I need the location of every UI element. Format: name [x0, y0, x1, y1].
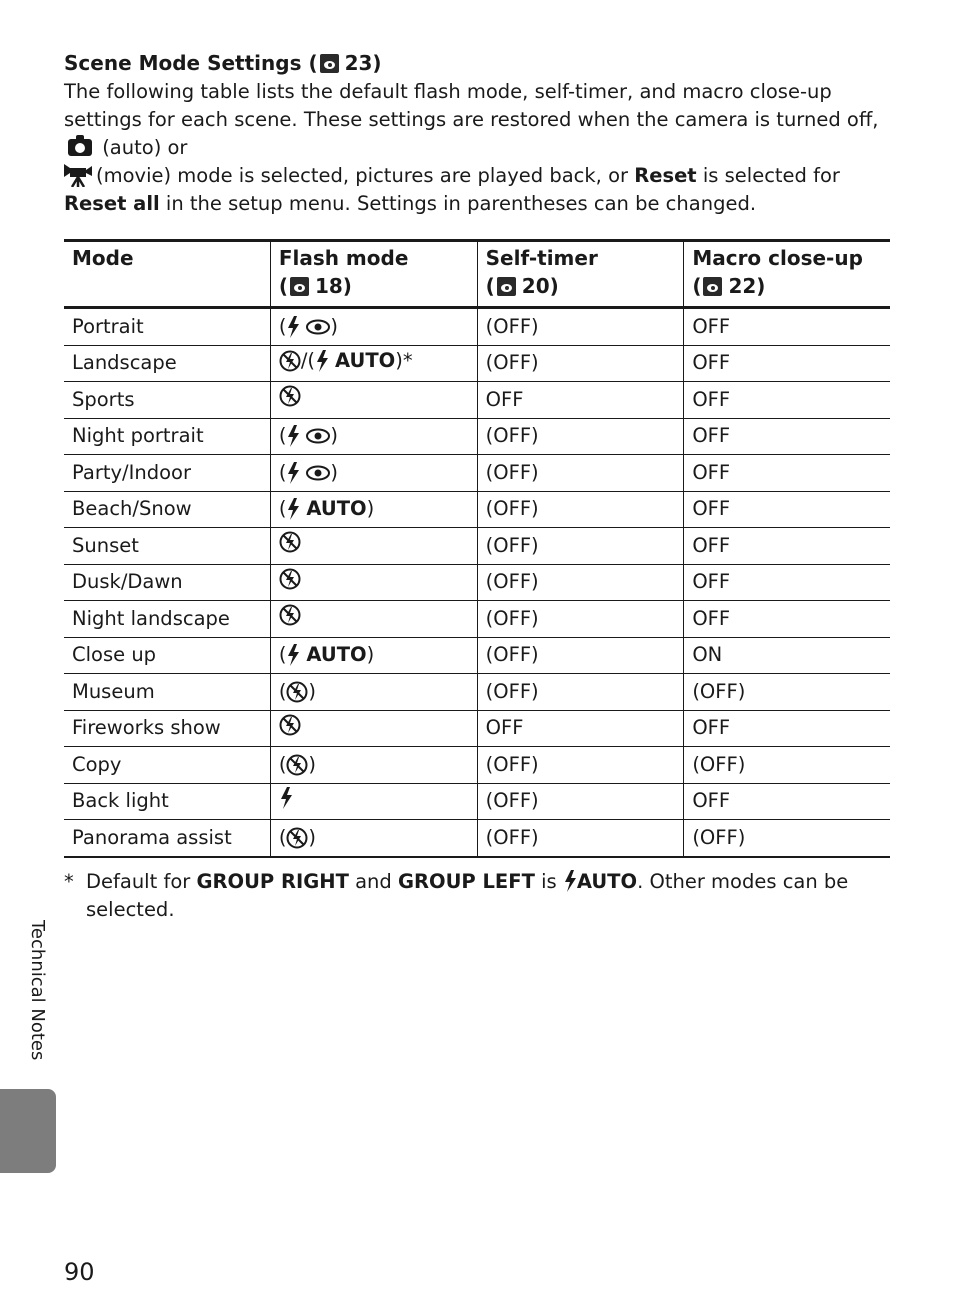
header-macro-label: Macro close-up: [692, 246, 863, 270]
flash-setting: ( AUTO ): [278, 643, 375, 667]
macro-value: OFF: [692, 314, 731, 338]
cell-timer: [477, 710, 684, 747]
red-eye-icon: [306, 428, 330, 444]
table-row: [64, 418, 890, 455]
footnote-marker: *: [64, 869, 74, 893]
timer-value: (OFF): [485, 460, 539, 484]
flash-setting: ( AUTO ): [278, 497, 375, 521]
section-title-ref: 23): [344, 51, 382, 75]
cell-flash: [270, 783, 477, 820]
flash-setting: [279, 714, 301, 736]
cell-flash: [270, 345, 477, 382]
flash-setting: ( ): [278, 314, 339, 338]
section-heading: [64, 48, 890, 78]
cell-timer: [477, 564, 684, 601]
mode-label: Night portrait: [72, 424, 204, 448]
cell-timer: [477, 528, 684, 565]
table-row: [64, 382, 890, 419]
header-macro-ref: 22): [728, 274, 766, 298]
flash-off-icon: [279, 604, 301, 626]
cell-mode: [64, 820, 270, 857]
flash-bolt-icon: [286, 644, 300, 666]
scene-mode-table: [64, 239, 890, 858]
table-row: [64, 308, 890, 346]
cell-macro: [684, 528, 890, 565]
cell-mode: [64, 528, 270, 565]
cell-timer: [477, 455, 684, 492]
header-flash: Flash mode ( 18): [270, 241, 477, 308]
macro-value: (OFF): [692, 752, 746, 776]
section-side-label: [8, 920, 68, 1080]
cell-macro: [684, 491, 890, 528]
cell-flash: [270, 747, 477, 784]
cell-timer: [477, 491, 684, 528]
macro-value: OFF: [692, 570, 731, 594]
section-title: Scene Mode Settings (: [64, 51, 318, 75]
footnote-bold-group-right: GROUP RIGHT: [196, 869, 349, 893]
table-row: [64, 601, 890, 638]
table-row: [64, 564, 890, 601]
flash-off-icon: [286, 681, 308, 703]
flash-setting: ( ): [278, 752, 317, 776]
flash-setting: [279, 787, 293, 809]
header-flash-label: Flash mode: [278, 246, 409, 270]
table-row: [64, 455, 890, 492]
footnote: [64, 868, 890, 924]
intro-text-5: in the setup menu. Settings in parentheses can be changed.: [165, 192, 757, 215]
footnote-text-2: and: [355, 869, 392, 893]
cell-timer: [477, 308, 684, 346]
cell-macro: [684, 455, 890, 492]
flash-setting: ( ): [278, 424, 339, 448]
mode-label: Copy: [72, 752, 122, 776]
intro-bold-reset: Reset: [634, 164, 697, 187]
table-row: [64, 637, 890, 674]
cell-flash: [270, 564, 477, 601]
cell-flash: [270, 308, 477, 346]
footnote-bold-auto: AUTO: [576, 869, 638, 893]
cell-flash: [270, 382, 477, 419]
flash-setting: ( ): [278, 460, 339, 484]
intro-bold-reset-all: Reset all: [64, 192, 160, 215]
cell-flash: [270, 491, 477, 528]
cell-macro: [684, 637, 890, 674]
table-row: [64, 783, 890, 820]
flash-off-icon: [279, 568, 301, 590]
mode-label: Fireworks show: [72, 716, 221, 740]
cell-timer: [477, 820, 684, 857]
cell-flash: [270, 455, 477, 492]
cell-timer: [477, 601, 684, 638]
cell-timer: [477, 418, 684, 455]
timer-value: (OFF): [485, 424, 539, 448]
cell-macro: [684, 382, 890, 419]
timer-value: (OFF): [485, 606, 539, 630]
macro-value: OFF: [692, 424, 731, 448]
header-macro: Macro close-up ( 22): [684, 241, 890, 308]
flash-off-icon: [279, 531, 301, 553]
macro-value: OFF: [692, 497, 731, 521]
flash-auto-label: AUTO: [306, 643, 367, 667]
timer-value: (OFF): [485, 570, 539, 594]
header-timer: Self-timer ( 20): [477, 241, 684, 308]
header-flash-ref: 18): [314, 274, 352, 298]
page-content: [64, 48, 890, 924]
cell-timer: [477, 783, 684, 820]
flash-off-icon: [286, 754, 308, 776]
table-row: [64, 674, 890, 711]
cell-flash: [270, 528, 477, 565]
intro-text-2: (auto) or: [102, 136, 188, 159]
flash-bolt-icon: [286, 498, 300, 520]
red-eye-icon: [306, 319, 330, 335]
cell-macro: [684, 418, 890, 455]
cell-mode: [64, 491, 270, 528]
cell-mode: [64, 637, 270, 674]
header-mode-label: Mode: [72, 246, 134, 270]
side-label-text: Technical Notes: [27, 920, 48, 1061]
intro-paragraph: [64, 78, 890, 218]
cell-timer: [477, 637, 684, 674]
cell-mode: [64, 418, 270, 455]
macro-value: OFF: [692, 533, 731, 557]
mode-label: Sports: [72, 387, 135, 411]
flash-bolt-icon: [286, 462, 300, 484]
mode-label: Panorama assist: [72, 825, 232, 849]
table-row: [64, 491, 890, 528]
flash-bolt-icon: [286, 425, 300, 447]
timer-value: (OFF): [485, 497, 539, 521]
flash-bolt-icon: [286, 316, 300, 338]
cell-flash: [270, 637, 477, 674]
page-reference-icon: [290, 277, 309, 296]
timer-value: (OFF): [485, 643, 539, 667]
table-row: [64, 820, 890, 857]
cell-timer: [477, 674, 684, 711]
mode-label: Back light: [72, 789, 169, 813]
macro-value: ON: [692, 643, 723, 667]
footnote-text-4: . Other modes can be selected.: [86, 869, 849, 921]
macro-value: OFF: [692, 460, 731, 484]
flash-bolt-icon: [315, 350, 329, 372]
cell-mode: [64, 382, 270, 419]
table-row: [64, 345, 890, 382]
cell-macro: [684, 345, 890, 382]
cell-mode: [64, 710, 270, 747]
footnote-text-1: Default for: [86, 869, 191, 893]
flash-bolt-icon: [279, 787, 293, 809]
cell-flash: [270, 418, 477, 455]
mode-label: Party/Indoor: [72, 460, 191, 484]
mode-label: Museum: [72, 679, 155, 703]
cell-timer: [477, 747, 684, 784]
page-reference-icon: [703, 277, 722, 296]
timer-value: (OFF): [485, 752, 539, 776]
flash-auto-label: AUTO: [335, 348, 396, 372]
page-reference-icon: [320, 54, 339, 73]
cell-macro: [684, 747, 890, 784]
mode-label: Sunset: [72, 533, 139, 557]
mode-label: Close up: [72, 643, 157, 667]
flash-setting: [279, 385, 301, 407]
cell-macro: [684, 820, 890, 857]
cell-mode: [64, 601, 270, 638]
page-number: 90: [64, 1258, 95, 1286]
flash-bolt-icon: [563, 870, 577, 892]
cell-mode: [64, 564, 270, 601]
flash-setting: [279, 604, 301, 626]
intro-text-4: is selected for: [702, 164, 840, 187]
camera-icon: [68, 139, 92, 156]
macro-value: OFF: [692, 387, 731, 411]
timer-value: OFF: [485, 716, 524, 740]
cell-macro: [684, 564, 890, 601]
flash-setting: [279, 531, 301, 553]
flash-setting: /( AUTO )*: [279, 348, 413, 374]
cell-flash: [270, 601, 477, 638]
macro-value: OFF: [692, 716, 731, 740]
timer-value: OFF: [485, 387, 524, 411]
timer-value: (OFF): [485, 314, 539, 338]
cell-mode: [64, 308, 270, 346]
cell-timer: [477, 345, 684, 382]
red-eye-icon: [306, 465, 330, 481]
cell-mode: [64, 783, 270, 820]
cell-mode: [64, 674, 270, 711]
page-reference-icon: [497, 277, 516, 296]
timer-value: (OFF): [485, 533, 539, 557]
mode-label: Beach/Snow: [72, 497, 192, 521]
cell-flash: [270, 710, 477, 747]
macro-value: (OFF): [692, 679, 746, 703]
cell-flash: [270, 674, 477, 711]
cell-mode: [64, 455, 270, 492]
header-timer-label: Self-timer: [485, 246, 598, 270]
flash-off-icon: [279, 714, 301, 736]
mode-label: Landscape: [72, 351, 177, 375]
cell-macro: [684, 601, 890, 638]
flash-auto-label: AUTO: [306, 497, 367, 521]
flash-setting: ( ): [278, 679, 317, 703]
timer-value: (OFF): [485, 825, 539, 849]
flash-off-icon: [279, 350, 301, 372]
intro-text-3: (movie) mode is selected, pictures are played back, or: [96, 164, 629, 187]
timer-value: (OFF): [485, 789, 539, 813]
macro-value: OFF: [692, 789, 731, 813]
footnote-text-3: is: [541, 869, 557, 893]
movie-icon: [64, 163, 92, 187]
landscape-suffix: )*: [395, 348, 413, 372]
cell-macro: [684, 783, 890, 820]
flash-setting: [279, 568, 301, 590]
mode-label: Dusk/Dawn: [72, 570, 183, 594]
flash-off-icon: [286, 827, 308, 849]
macro-value: (OFF): [692, 825, 746, 849]
flash-setting: ( ): [278, 825, 317, 849]
cell-mode: [64, 345, 270, 382]
timer-value: (OFF): [485, 679, 539, 703]
table-row: [64, 747, 890, 784]
cell-mode: [64, 747, 270, 784]
mode-label: Night landscape: [72, 606, 230, 630]
cell-macro: [684, 710, 890, 747]
table-row: [64, 710, 890, 747]
header-mode: [64, 241, 270, 308]
section-tab: [0, 1089, 56, 1173]
intro-text-1: The following table lists the default flash mode, self-timer, and macro close-up settings for each scene. These settings are restored when the camera is turned off,: [64, 80, 879, 131]
cell-flash: [270, 820, 477, 857]
cell-macro: [684, 308, 890, 346]
macro-value: OFF: [692, 606, 731, 630]
table-row: [64, 528, 890, 565]
footnote-text: [86, 868, 890, 924]
flash-off-icon: [279, 385, 301, 407]
mode-label: Portrait: [72, 314, 144, 338]
table-header-row: [64, 241, 890, 308]
cell-timer: [477, 382, 684, 419]
header-timer-ref: 20): [521, 274, 559, 298]
timer-value: (OFF): [485, 351, 539, 375]
table-body: [64, 308, 890, 857]
cell-macro: [684, 674, 890, 711]
macro-value: OFF: [692, 351, 731, 375]
footnote-bold-group-left: GROUP LEFT: [397, 869, 535, 893]
